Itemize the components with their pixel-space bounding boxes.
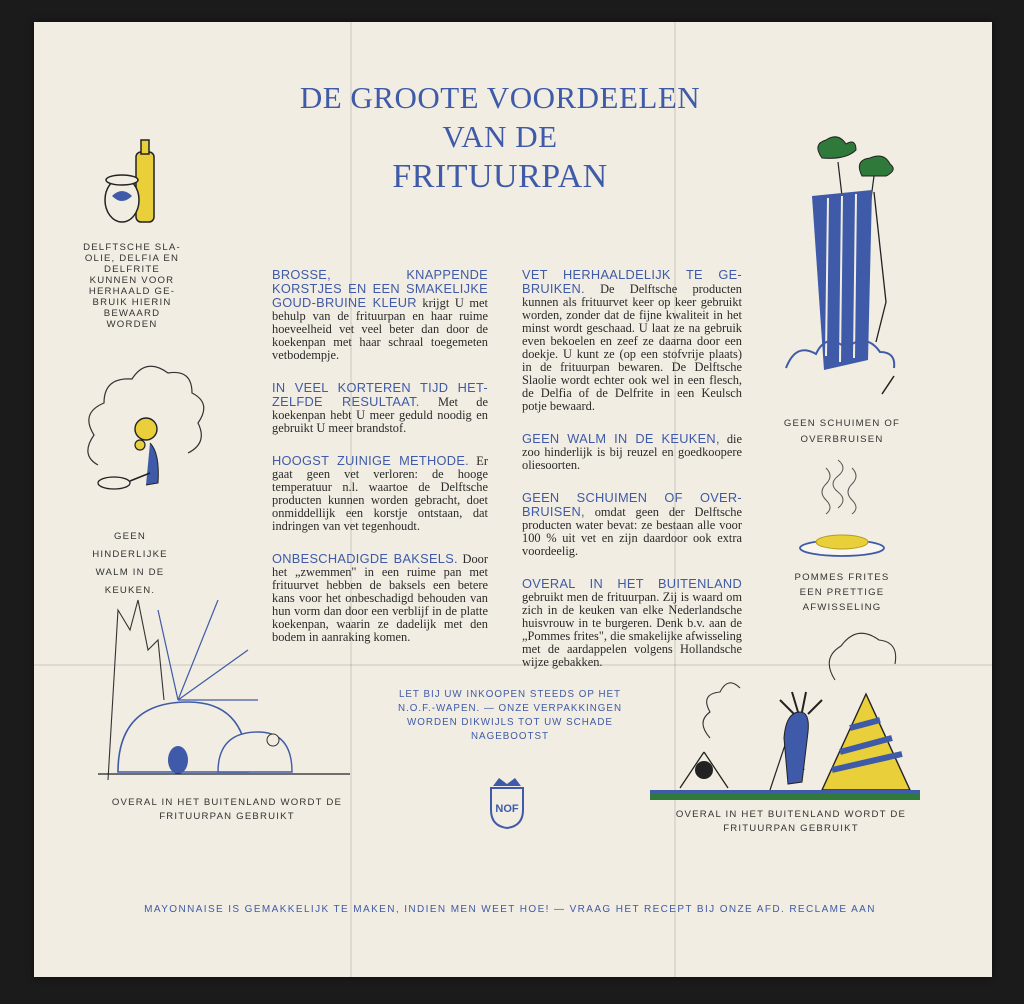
caption-fries: POMMES FRITES EEN PRETTIGE AFWISSELING	[794, 572, 890, 613]
paragraph-heading: BROSSE, KNAPPENDE KORSTJES EN EEN SMAKELIJKE GOUD-BRUINE KLEUR	[272, 267, 488, 310]
smoke-gasmask-illustration	[78, 355, 208, 515]
footer-text: MAYONNAISE IS GEMAKKELIJK TE MAKEN, INDIEN MEN WEET HOE! — VRAAG HET RECEPT BIJ ONZE AFD. RECLAME AAN	[144, 904, 876, 915]
paragraph-body: Door het „zwemmen" in een ruime pan met frituurvet hebben de baksels een betere kans voor het onbeschadigd behouden van hun vorm dan door een verblijf in de platte koekenpan, waarin ze dadelijk met den bodem in aanraking komen.	[272, 552, 488, 644]
paragraph-crispy	[272, 268, 488, 362]
caption-smoke: GEEN HINDERLIJKE WALM IN DE KEUKEN.	[92, 531, 168, 596]
title-line-3: FRITUURPAN	[392, 158, 608, 195]
notice-text: LET BIJ UW INKOOPEN STEEDS OP HET N.O.F.-WAPEN. — ONZE VERPAKKINGEN WORDEN DIKWIJLS TOT UW SCHADE NAGEBOOTST	[397, 689, 623, 742]
title-line-2: VAN DE	[442, 119, 558, 154]
paragraph-economical	[272, 454, 488, 533]
igloo-scene-illustration	[98, 590, 350, 790]
paragraph-body: De Delftsche producten kunnen als frituurvet keer op keer gebruikt worden, zonder dat de fijne kwaliteit in het minst wordt geschaad. U laat ze na gebruik even bekoelen en zeef ze daarna door een doekje. U kunt ze (op een stofvrije plaats) in de frituurpan bewaren. De Delftsche Slaolie wordt echter ook wel in een flesch, de Delfia of de Delfrite in een Keulsch potje bewaard.	[522, 282, 742, 413]
jar-and-bottle-illustration	[100, 138, 170, 230]
paragraph-reusable	[522, 268, 742, 413]
paragraph-no-smoke	[522, 432, 742, 472]
paragraph-body: die zoo hinderlijk is bij reuzel en goedkoopere oliesoorten.	[522, 432, 742, 472]
caption-tepee: OVERAL IN HET BUITENLAND WORDT DE FRITUURPAN GEBRUIKT	[675, 809, 907, 834]
fries-plate-illustration	[798, 456, 886, 560]
paragraph-no-foaming	[522, 491, 742, 558]
paragraph-heading: GEEN WALM IN DE KEUKEN,	[522, 431, 720, 446]
paragraph-heading: IN VEEL KORTEREN TIJD HET-ZELFDE RESULTAAT.	[272, 380, 488, 409]
right-text-column	[522, 268, 742, 688]
paragraph-body: krijgt U met behulp van de frituurpan en haar ruime hoeveelheid vet veel beter dan door de koekenpan met haar schraal toegemeten vetbodempje.	[272, 296, 488, 362]
page-title	[230, 78, 770, 198]
caption-igloo: OVERAL IN HET BUITENLAND WORDT DE FRITUURPAN GEBRUIKT	[111, 797, 343, 822]
paragraph-body: gebruikt men de frituurpan. Zij is waard om zich in de keuken van elke Nederlandsche huisvrouw in te burgeren. Denk b.v. aan de „Pommes frites", die smakelijke afwisseling met de aardappelen volgens Hollandsche wijze gebakken.	[522, 590, 742, 669]
paragraph-body: omdat geen der Delftsche producten water bevat: ze bestaan alle voor 100 % uit vet en zijn daardoor ook extra voordeelig.	[522, 505, 742, 558]
waterfall-illustration	[782, 136, 902, 398]
paragraph-heading: OVERAL IN HET BUITENLAND	[522, 576, 742, 591]
paragraph-heading: ONBESCHADIGDE BAKSELS.	[272, 551, 458, 566]
paragraph-body: Er gaat geen vet verloren: de hooge temperatuur n.l. waartoe de Delftsche producten kunnen worden gebracht, doet onmiddellijk een korstje ontstaan, dat indringen van vet tegenhoudt.	[272, 454, 488, 533]
paragraph-heading: GEEN SCHUIMEN OF OVER-BRUISEN,	[522, 490, 742, 519]
caption-waterfall: GEEN SCHUIMEN OF OVERBRUISEN	[783, 418, 901, 445]
paragraph-heading: VET HERHAALDELIJK TE GE-BRUIKEN.	[522, 267, 742, 296]
caption-jar: DELFTSCHE SLA-OLIE, DELFIA EN DELFRITE KUNNEN VOOR HERHAALD GE-BRUIK HIERIN BEWAARD WORDEN	[83, 242, 181, 330]
logo-text: NOF	[495, 803, 519, 815]
tepee-scene-illustration	[650, 628, 920, 808]
paragraph-faster	[272, 381, 488, 435]
paragraph-body: Met de koekenpan hebt U meer geduld noodig en gebruikt U meer brandstof.	[272, 395, 488, 435]
nof-coat-of-arms-logo	[487, 772, 527, 830]
title-line-1: DE GROOTE VOORDEELEN	[299, 80, 701, 115]
paragraph-heading: HOOGST ZUINIGE METHODE.	[272, 453, 470, 468]
